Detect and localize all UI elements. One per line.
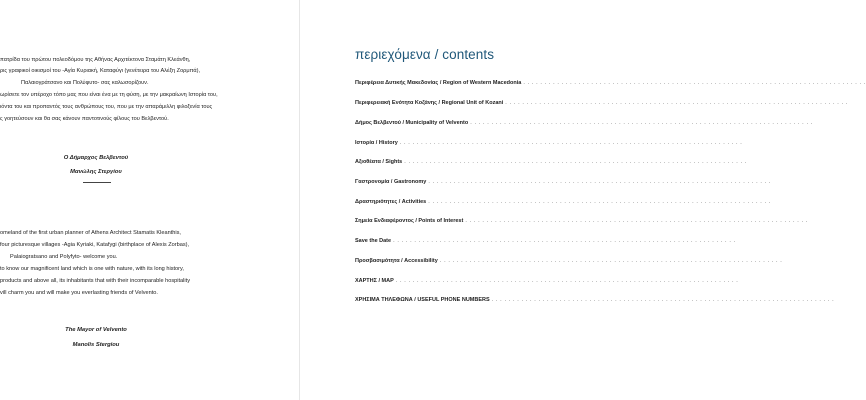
toc-entry-label: Περιφερειακή Ενότητα Κοζάνης / Regional Unit of Kozani	[355, 100, 504, 106]
english-line-5: products and above all, its inhabitants that with their incomparable hospitality	[0, 278, 190, 284]
toc-entry-label: ΧΡΗΣΙΜΑ ΤΗΛΕΦΩΝΑ / USEFUL PHONE NUMBERS	[355, 297, 490, 303]
english-line-4: to know our magnificent land which is one with nature, with its long history,	[0, 266, 184, 272]
contents-heading: περιεχόμενα / contents	[355, 47, 495, 62]
toc-entry-regional-unit[interactable]	[355, 99, 848, 107]
english-line-1: omeland of the first urban planner of Athens Architect Stamatis Kleanthis,	[0, 230, 181, 236]
toc-entry-activities[interactable]	[355, 198, 771, 206]
toc-entry-label: Γαστρονομία / Gastronomy	[355, 179, 427, 185]
toc-entry-gastronomy[interactable]	[355, 178, 771, 186]
english-signature-name: Manolis Stergiou	[72, 342, 120, 348]
toc-leader-dots: . . . . . . . . . . . . . . . . . . . . . . . . . . . . . . . . . . . . . . . . . . . . . . . . . . . . . . . . . . . . . . . . . . . . . . . . . . . . . . . . .	[428, 199, 771, 205]
toc-entry-history[interactable]	[355, 139, 743, 147]
greek-signature-name: Μανώλης Στεργίου	[70, 169, 122, 175]
greek-welcome-paragraph	[0, 57, 300, 123]
toc-leader-dots: . . . . . . . . . . . . . . . . . . . . . . . . . . . . . . . . . . . . . . . . . . . . . . . . . . . . . . . . . . . . . . . . . . . . . . . . . . . . . . . . .	[470, 120, 813, 126]
toc-leader-dots: . . . . . . . . . . . . . . . . . . . . . . . . . . . . . . . . . . . . . . . . . . . . . . . . . . . . . . . . . . . . . . . . . . . . . . . . . . . . . . . . .	[505, 100, 848, 106]
toc-entry-label: Ιστορία / History	[355, 140, 398, 146]
toc-entry-accessibility[interactable]	[355, 257, 783, 265]
toc-entry-label: Save the Date	[355, 238, 392, 244]
greek-line-3: Παλαιογράτσανο και Πολύφυτο- σας καλωσορίζουν.	[21, 80, 149, 86]
english-line-6: vill charm you and will make you everlasting friends of Velvento.	[0, 290, 158, 296]
toc-entry-label: Σημεία Ενδιαφέροντος / Points of Interest	[355, 218, 464, 224]
toc-leader-dots: . . . . . . . . . . . . . . . . . . . . . . . . . . . . . . . . . . . . . . . . . . . . . . . . . . . . . . . . . . . . . . . . . . . . . . . . . . . . . . . . .	[393, 238, 736, 244]
toc-leader-dots: . . . . . . . . . . . . . . . . . . . . . . . . . . . . . . . . . . . . . . . . . . . . . . . . . . . . . . . . . . . . . . . . . . . . . . . . . . . . . . . . .	[395, 278, 739, 284]
toc-leader-dots: . . . . . . . . . . . . . . . . . . . . . . . . . . . . . . . . . . . . . . . . . . . . . . . . . . . . . . . . . . . . . . . . . . . . . . . . . . . . . . . . .	[399, 140, 743, 146]
english-line-3: Palaiogratsano and Polyfyto- welcome you.	[10, 254, 118, 260]
toc-entry-region[interactable]	[355, 79, 866, 87]
english-welcome-paragraph	[0, 230, 300, 297]
english-line-2: four picturesque villages -Agia Kyriaki, Katafygi (birthplace of Alexis Zorbas),	[0, 242, 190, 248]
toc-entry-label: ΧΑΡΤΗΣ / MAP	[355, 278, 394, 284]
english-signature-title: The Mayor of Velvento	[65, 327, 127, 333]
greek-line-5: ιόντα του και προπαντός τους ανθρώπους του, που με την απαράμιλλη φιλοξενία τους	[0, 104, 213, 110]
toc-entry-label: Δήμος Βελβεντού / Municipality of Velvento	[355, 120, 469, 126]
toc-entry-useful-phone-numbers[interactable]	[355, 296, 835, 304]
toc-leader-dots: . . . . . . . . . . . . . . . . . . . . . . . . . . . . . . . . . . . . . . . . . . . . . . . . . . . . . . . . . . . . . . . . . . . . . . . . . . . . . . . . .	[491, 297, 835, 303]
toc-entry-label: Αξιοθέατα / Sights	[355, 159, 403, 165]
greek-line-2: ρις γραφικοί οικισμοί του -Αγία Κυριακή, Καταφύγι (γενέτειρα του Αλέξη Ζορμπά),	[0, 68, 201, 74]
greek-signature-rule	[83, 182, 111, 183]
greek-line-6: ς γοητεύσουν και θα σας κάνουν παντοτινούς φίλους του Βελβεντού.	[0, 116, 169, 122]
toc-entry-save-the-date[interactable]	[355, 237, 736, 245]
toc-leader-dots: . . . . . . . . . . . . . . . . . . . . . . . . . . . . . . . . . . . . . . . . . . . . . . . . . . . . . . . . . . . . . . . . . . . . . . . . . . . . . . . . .	[523, 80, 866, 86]
toc-entry-points-of-interest[interactable]	[355, 217, 808, 225]
toc-leader-dots: . . . . . . . . . . . . . . . . . . . . . . . . . . . . . . . . . . . . . . . . . . . . . . . . . . . . . . . . . . . . . . . . . . . . . . . . . . . . . . . . .	[465, 218, 808, 224]
toc-entry-label: Περιφέρεια Δυτικής Μακεδονίας / Region of Western Macedonia	[355, 80, 522, 86]
toc-leader-dots: . . . . . . . . . . . . . . . . . . . . . . . . . . . . . . . . . . . . . . . . . . . . . . . . . . . . . . . . . . . . . . . . . . . . . . . . . . . . . . . . .	[439, 258, 783, 264]
toc-entry-municipality[interactable]	[355, 119, 813, 127]
toc-entry-label: Δραστηριότητες / Activities	[355, 199, 427, 205]
toc-entry-label: Προσβασιμότητα / Accessibility	[355, 258, 438, 264]
greek-line-4: ωρίσετε τον υπέροχο τόπο μας που είναι ένα με τη φύση, με την μακραίωνη Ιστορία του,	[0, 92, 218, 98]
toc-entry-map[interactable]	[355, 277, 739, 285]
toc-leader-dots: . . . . . . . . . . . . . . . . . . . . . . . . . . . . . . . . . . . . . . . . . . . . . . . . . . . . . . . . . . . . . . . . . . . . . . . . . . . . . . . . .	[428, 179, 771, 185]
greek-signature-title: Ο Δήμαρχος Βελβεντού	[63, 155, 129, 161]
toc-leader-dots: . . . . . . . . . . . . . . . . . . . . . . . . . . . . . . . . . . . . . . . . . . . . . . . . . . . . . . . . . . . . . . . . . . . . . . . . . . . . . . . . .	[404, 159, 747, 165]
greek-line-1: πατρίδα του πρώτου πολεοδόμου της Αθήνας Αρχιτέκτονα Σταμάτη Κλεάνθη,	[0, 57, 191, 63]
toc-entry-sights[interactable]	[355, 158, 747, 166]
